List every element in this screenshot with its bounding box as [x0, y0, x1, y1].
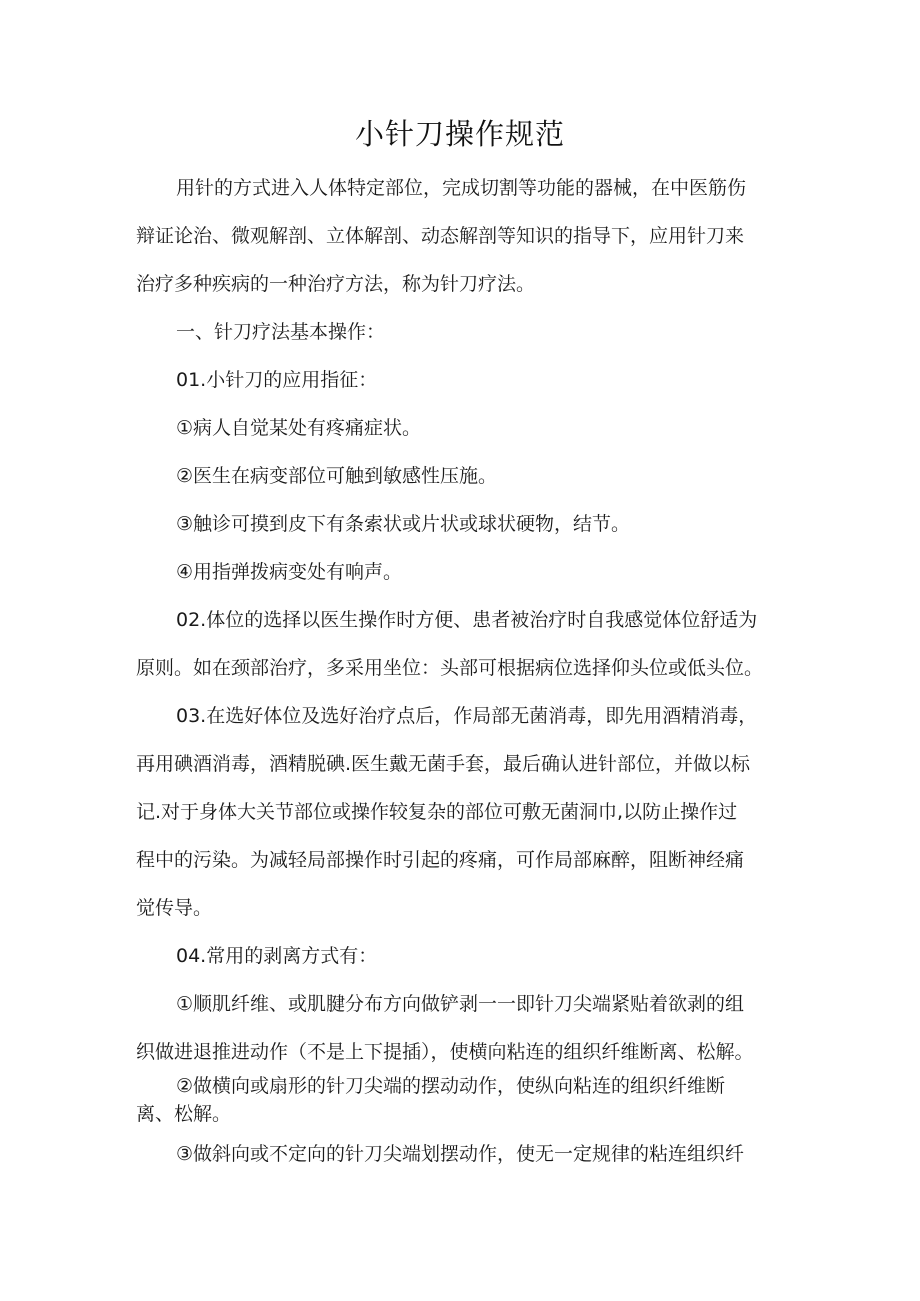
list-item: ③做斜向或不定向的针刀尖端划摆动作，使无一定规律的粘连组织纤	[176, 1143, 745, 1165]
paragraph-line: 辩证论治、微观解剖、立体解剖、动态解剖等知识的指导下，应用针刀来	[136, 225, 745, 247]
paragraph-line: 程中的污染。为减轻局部操作时引起的疼痛，可作局部麻醉，阻断神经痛	[136, 849, 745, 871]
list-item: ①病人自觉某处有疼痛症状。	[176, 417, 422, 439]
paragraph-line: 原则。如在颈部治疗，多采用坐位：头部可根据病位选择仰头位或低头位。	[136, 657, 764, 679]
list-item: ④用指弹拨病变处有响声。	[176, 561, 403, 583]
list-item: ②做横向或扇形的针刀尖端的摆动动作，使纵向粘连的组织纤维断	[176, 1075, 726, 1097]
list-item: ②医生在病变部位可触到敏感性压施。	[176, 465, 498, 487]
subsection-heading: 01.小针刀的应用指征：	[176, 369, 378, 391]
paragraph-line: 记.对于身体大关节部位或操作较复杂的部位可敷无菌洞巾,以防止操作过	[136, 801, 738, 823]
list-item-continuation: 离、松解。	[136, 1103, 232, 1125]
paragraph-line: 觉传导。	[136, 897, 213, 919]
paragraph-line: 02.体位的选择以医生操作时方便、患者被治疗时自我感觉体位舒适为	[176, 609, 758, 631]
list-item: ③触诊可摸到皮下有条索状或片状或球状硬物，结节。	[176, 513, 631, 535]
paragraph-line: 03.在选好体位及选好治疗点后，作局部无菌消毒，即先用酒精消毒，	[176, 705, 758, 727]
subsection-heading: 04.常用的剥离方式有：	[176, 945, 378, 967]
list-item: ①顺肌纤维、或肌腱分布方向做铲剥一一即针刀尖端紧贴着欲剥的组	[176, 993, 745, 1015]
list-item-continuation: 织做进退推进动作（不是上下提插），使横向粘连的组织纤维断离、松解。	[136, 1041, 754, 1063]
page-title: 小针刀操作规范	[354, 117, 565, 151]
paragraph-line: 用针的方式进入人体特定部位，完成切割等功能的器械，在中医筋伤	[176, 177, 747, 199]
paragraph-line: 治疗多种疾病的一种治疗方法，称为针刀疗法。	[136, 273, 536, 295]
paragraph-line: 再用碘酒消毒，酒精脱碘.医生戴无菌手套，最后确认进针部位，并做以标	[136, 753, 751, 775]
section-heading: 一、针刀疗法基本操作：	[176, 321, 386, 343]
